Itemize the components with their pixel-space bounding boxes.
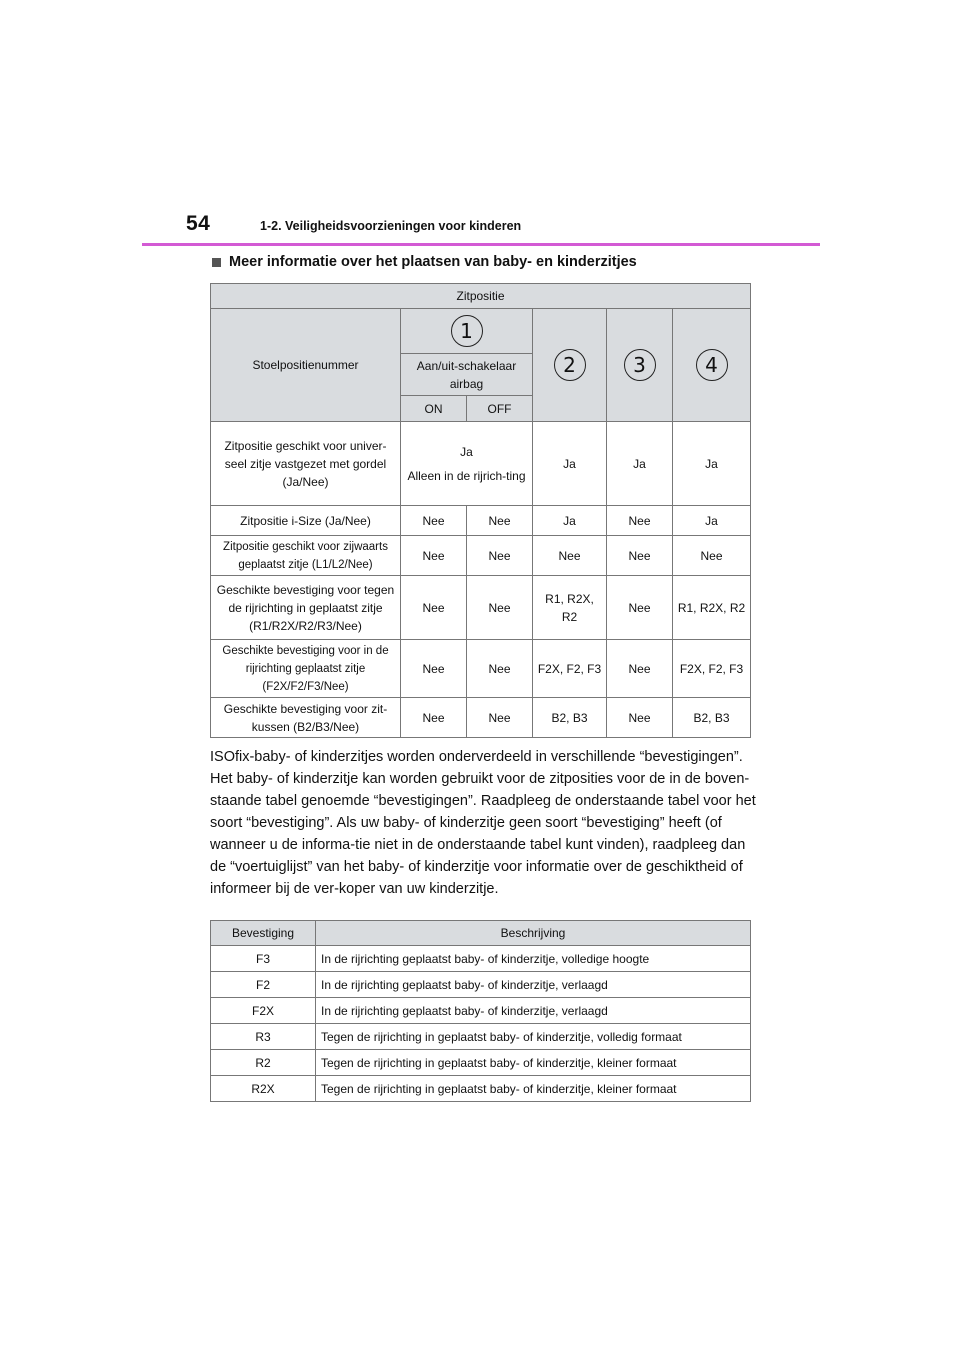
fixture-code: F2X (211, 998, 316, 1024)
fixture-description: In de rijrichting geplaatst baby- of kinderzitje, verlaagd (316, 972, 751, 998)
fixture-explanation-paragraph: ISOfix-baby- of kinderzitjes worden onderverdeeld in verschillende “bevestigingen”. Het baby- of kinderzitje kan worden gebruikt voor de zitposities voor de in de boven-staande tabel genoemde “bevestigingen”. Raadpleeg de onderstaande tabel voor het soort “bevestiging”. Als uw baby- of kinderzitje geen soort “bevestiging” heeft (of wanneer u de informa-tie niet in de onderstaande tabel kunt vinden), raadpleeg dan de “voertuiglijst” van het baby- of kinderzitje voor informatie over de geschiktheid of informeer bij de ver-koper van uw kinderzitje. (210, 749, 756, 897)
cell-position-3: Nee (607, 536, 673, 576)
cell-off: Nee (467, 506, 533, 536)
airbag-switch-label: Aan/uit-schakelaar airbag (401, 354, 533, 396)
fixture-table (210, 920, 751, 1102)
table-row (211, 946, 751, 972)
position-4-number: 4 (696, 349, 728, 381)
fixture-description: Tegen de rijrichting in geplaatst baby- of kinderzitje, volledig formaat (316, 1024, 751, 1050)
section-heading (212, 254, 637, 270)
fixture-code: F2 (211, 972, 316, 998)
cell-off: Nee (467, 698, 533, 738)
description-col-header: Beschrijving (316, 921, 751, 946)
row-label: Geschikte bevestiging voor zit-kussen (B2/B3/Nee) (211, 698, 401, 738)
square-bullet-icon (212, 258, 221, 267)
cell-position-4: Nee (673, 536, 751, 576)
fixture-code: R3 (211, 1024, 316, 1050)
cell-position-3: Nee (607, 506, 673, 536)
table-row (211, 536, 751, 576)
position-3-number: 3 (624, 349, 656, 381)
seat-position-table (210, 283, 751, 738)
cell-position-3: Nee (607, 640, 673, 698)
airbag-on-label: ON (401, 396, 467, 422)
cell-position-3: Ja (607, 422, 673, 506)
seat-table-top-header: Zitpositie (211, 284, 751, 309)
row-label: Geschikte bevestiging voor in de rijrichting geplaatst zitje (F2X/F2/F3/Nee) (211, 640, 401, 698)
table-row (211, 1076, 751, 1102)
fixture-code: R2 (211, 1050, 316, 1076)
row-label: Zitpositie geschikt voor univer-seel zitje vastgezet met gordel (Ja/Nee) (211, 422, 401, 506)
cell-position-4: B2, B3 (673, 698, 751, 738)
table-row (211, 698, 751, 738)
row-label: Geschikte bevestiging voor tegen de rijrichting in geplaatst zitje (R1/R2X/R2/R3/Nee) (211, 576, 401, 640)
cell-off-value: Alleen in de rijrich-ting (407, 468, 526, 483)
cell-position-2: R1, R2X, R2 (533, 576, 607, 640)
cell-position-1 (401, 422, 533, 506)
chapter-title: 1-2. Veiligheidsvoorzieningen voor kinderen (260, 219, 522, 233)
table-row (211, 422, 751, 506)
cell-on: Nee (401, 506, 467, 536)
fixture-description: Tegen de rijrichting in geplaatst baby- of kinderzitje, kleiner formaat (316, 1050, 751, 1076)
table-row (211, 1024, 751, 1050)
cell-position-4: Ja (673, 422, 751, 506)
position-4-cell (673, 309, 751, 422)
header-divider (142, 243, 820, 246)
cell-position-2: Nee (533, 536, 607, 576)
cell-off: Nee (467, 576, 533, 640)
cell-on: Nee (401, 640, 467, 698)
cell-on-value: Ja (460, 444, 473, 459)
cell-on: Nee (401, 576, 467, 640)
table-row (211, 506, 751, 536)
fixture-col-header: Bevestiging (211, 921, 316, 946)
cell-position-3: Nee (607, 576, 673, 640)
cell-on: Nee (401, 536, 467, 576)
page-number: 54 (186, 212, 211, 235)
position-3-cell (607, 309, 673, 422)
table-row (211, 998, 751, 1024)
position-1-cell (401, 309, 533, 354)
row-label: Zitpositie i-Size (Ja/Nee) (211, 506, 401, 536)
row-header-label: Stoelpositienummer (211, 309, 401, 422)
cell-position-2: Ja (533, 422, 607, 506)
cell-position-4: R1, R2X, R2 (673, 576, 751, 640)
table-row (211, 640, 751, 698)
section-title: Meer informatie over het plaatsen van baby- en kinderzitjes (229, 254, 637, 270)
cell-on: Nee (401, 698, 467, 738)
position-2-number: 2 (554, 349, 586, 381)
cell-position-2: F2X, F2, F3 (533, 640, 607, 698)
airbag-off-label: OFF (467, 396, 533, 422)
cell-off: Nee (467, 536, 533, 576)
table-row (211, 576, 751, 640)
table-row (211, 1050, 751, 1076)
row-label: Zitpositie geschikt voor zijwaarts geplaatst zitje (L1/L2/Nee) (211, 536, 401, 576)
position-2-cell (533, 309, 607, 422)
cell-position-3: Nee (607, 698, 673, 738)
cell-position-2: B2, B3 (533, 698, 607, 738)
cell-position-4: F2X, F2, F3 (673, 640, 751, 698)
fixture-description: In de rijrichting geplaatst baby- of kinderzitje, volledige hoogte (316, 946, 751, 972)
fixture-description: Tegen de rijrichting in geplaatst baby- of kinderzitje, kleiner formaat (316, 1076, 751, 1102)
fixture-code: R2X (211, 1076, 316, 1102)
cell-position-4: Ja (673, 506, 751, 536)
fixture-description: In de rijrichting geplaatst baby- of kinderzitje, verlaagd (316, 998, 751, 1024)
cell-position-2: Ja (533, 506, 607, 536)
position-1-number: 1 (451, 315, 483, 347)
table-row (211, 972, 751, 998)
fixture-code: F3 (211, 946, 316, 972)
cell-off: Nee (467, 640, 533, 698)
